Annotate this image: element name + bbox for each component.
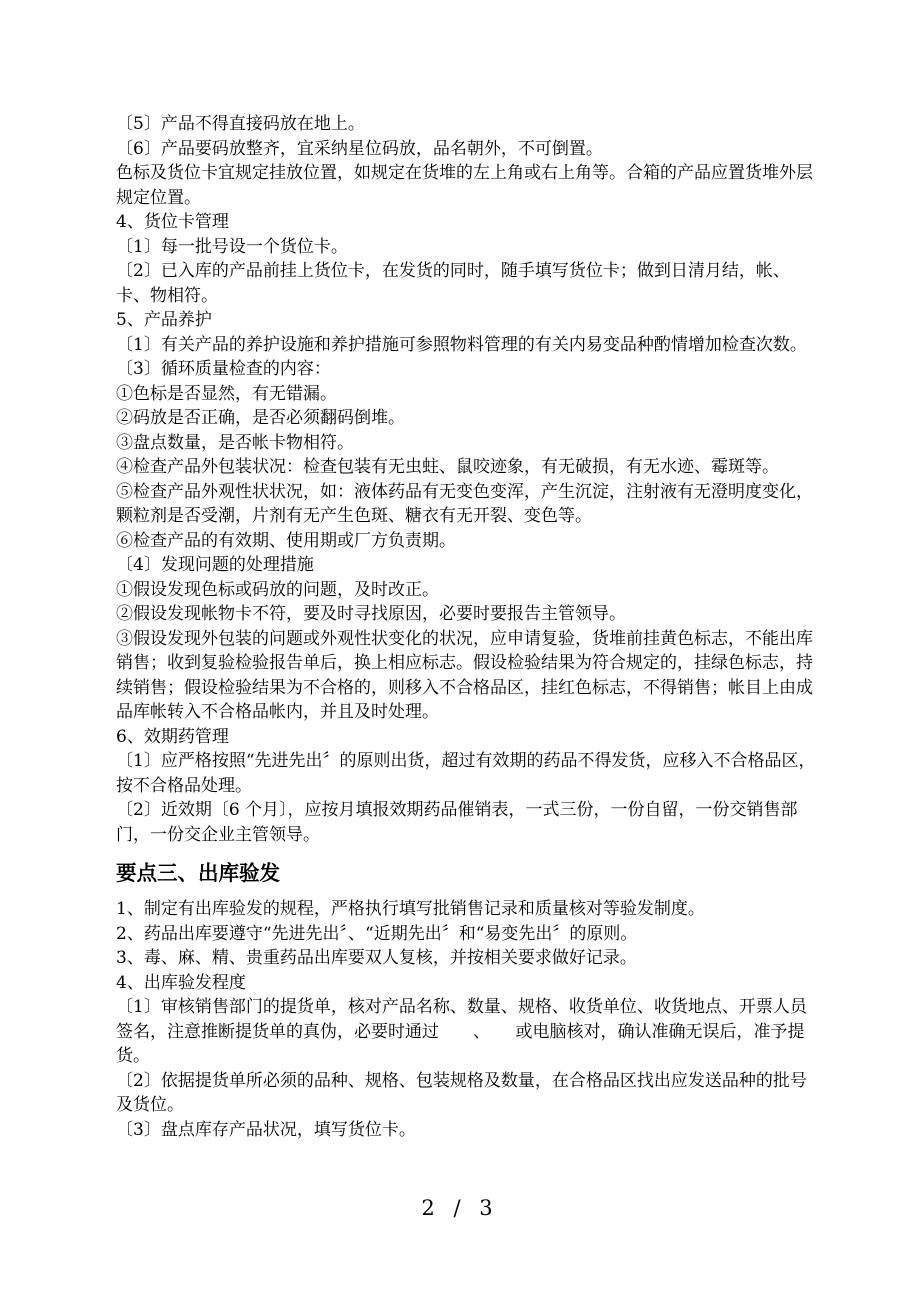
list-item: ⑥检查产品的有效期、使用期或厂方负责期。: [116, 530, 456, 551]
paragraph: 〔6〕产品要码放整齐，宜采纳星位码放，品名朝外，不可倒置。: [116, 138, 603, 159]
subheading: 4、出库验发程度: [116, 972, 246, 993]
paragraph: 〔1〕应严格按照“先进先出〞的原则出货，超过有效期的药品不得发货，应移入不合格品区，按不合格品处理。: [116, 751, 816, 796]
paragraph: 〔2〕近效期〔6 个月〕，应按月填报效期药品催销表，一式三份，一份自留，一份交销售部门，一份交企业主管领导。: [116, 800, 798, 845]
subheading: 5、产品养护: [116, 310, 212, 330]
list-item: ①假设发现色标或码放的问题，及时改正。: [116, 579, 439, 600]
list-item: ②码放是否正确，是否必须翻码倒堆。: [116, 408, 405, 428]
list-item: ③盘点数量，是否帐卡物相符。: [116, 432, 354, 453]
subheading: 4、货位卡管理: [116, 212, 229, 232]
paragraph: 〔1〕有关产品的养护设施和养护措施可参照物料管理的有关内易变品种酌情增加检查次数。: [116, 334, 807, 355]
paragraph: 〔2〕已入库的产品前挂上货位卡，在发货的同时，随手填写货位卡；做到日清月结，帐、卡、物相符。: [116, 261, 790, 306]
paragraph: 〔2〕依据提货单所必须的品种、规格、包装规格及数量，在合格品区找出应发送品种的批号及货位。: [116, 1070, 807, 1115]
document-body: [116, 112, 816, 1142]
paragraph: 2、药品出库要遵守“先进先出〞、“近期先出〞和“易变先出〞的原则。: [116, 923, 638, 944]
paragraph: 色标及货位卡宜规定挂放位置，如规定在货堆的左上角或右上角等。合箱的产品应置货堆外层规定位置。: [116, 163, 813, 208]
paragraph: 〔3〕循环质量检查的内容：: [116, 359, 331, 379]
section-bottom: [116, 897, 816, 1142]
paragraph: 〔3〕盘点库存产品状况，填写货位卡。: [116, 1119, 416, 1140]
list-item: ③假设发现外包装的问题或外观性状变化的状况，应申请复验，货堆前挂黄色标志，不能出库销售；收到复验检验报告单后，换上相应标志。假设检验结果为符合规定的，挂绿色标志，持续销售；假设检验结果为不合格的，则移入不合格品区，挂红色标志，不得销售；帐目上由成品库帐转入不合格品帐内，并且及时处理。: [116, 628, 813, 722]
page-number: 2 / 3: [421, 1196, 499, 1220]
section-heading: 要点三、出库验发: [116, 861, 280, 885]
paragraph: 1、制定有出库验发的规程，严格执行填写批销售记录和质量核对等验发制度。: [116, 899, 705, 919]
paragraph: 〔1〕每一批号设一个货位卡。: [116, 236, 348, 257]
subheading: 6、效期药管理: [116, 726, 229, 747]
paragraph: 〔1〕审核销售部门的提货单，核对产品名称、数量、规格、收货单位、收货地点、开票人员签名，注意推断提货单的真伪，必要时通过 、 或电脑核对，确认准确无误后，准予提货。: [116, 997, 807, 1066]
paragraph: 3、毒、麻、精、贵重药品出库要双人复核，并按相关要求做好记录。: [116, 948, 637, 968]
list-item: ④检查产品外包装状况：检查包装有无虫蛀、鼠咬迹象，有无破损，有无水迹、霉斑等。: [116, 457, 779, 477]
list-item: ①色标是否显然，有无错漏。: [116, 383, 337, 404]
section-top: [116, 112, 816, 847]
paragraph: 〔4〕发现问题的处理措施: [116, 555, 314, 575]
list-item: ②假设发现帐物卡不符，要及时寻找原因，必要时要报告主管领导。: [116, 604, 626, 624]
paragraph: 〔5〕产品不得直接码放在地上。: [116, 114, 365, 134]
list-item: ⑤检查产品外观性状状况，如：液体药品有无变色变浑，产生沉淀，注射液有无澄明度变化，颗粒剂是否受潮，片剂有无产生色斑、糖衣有无开裂、变色等。: [116, 481, 813, 526]
